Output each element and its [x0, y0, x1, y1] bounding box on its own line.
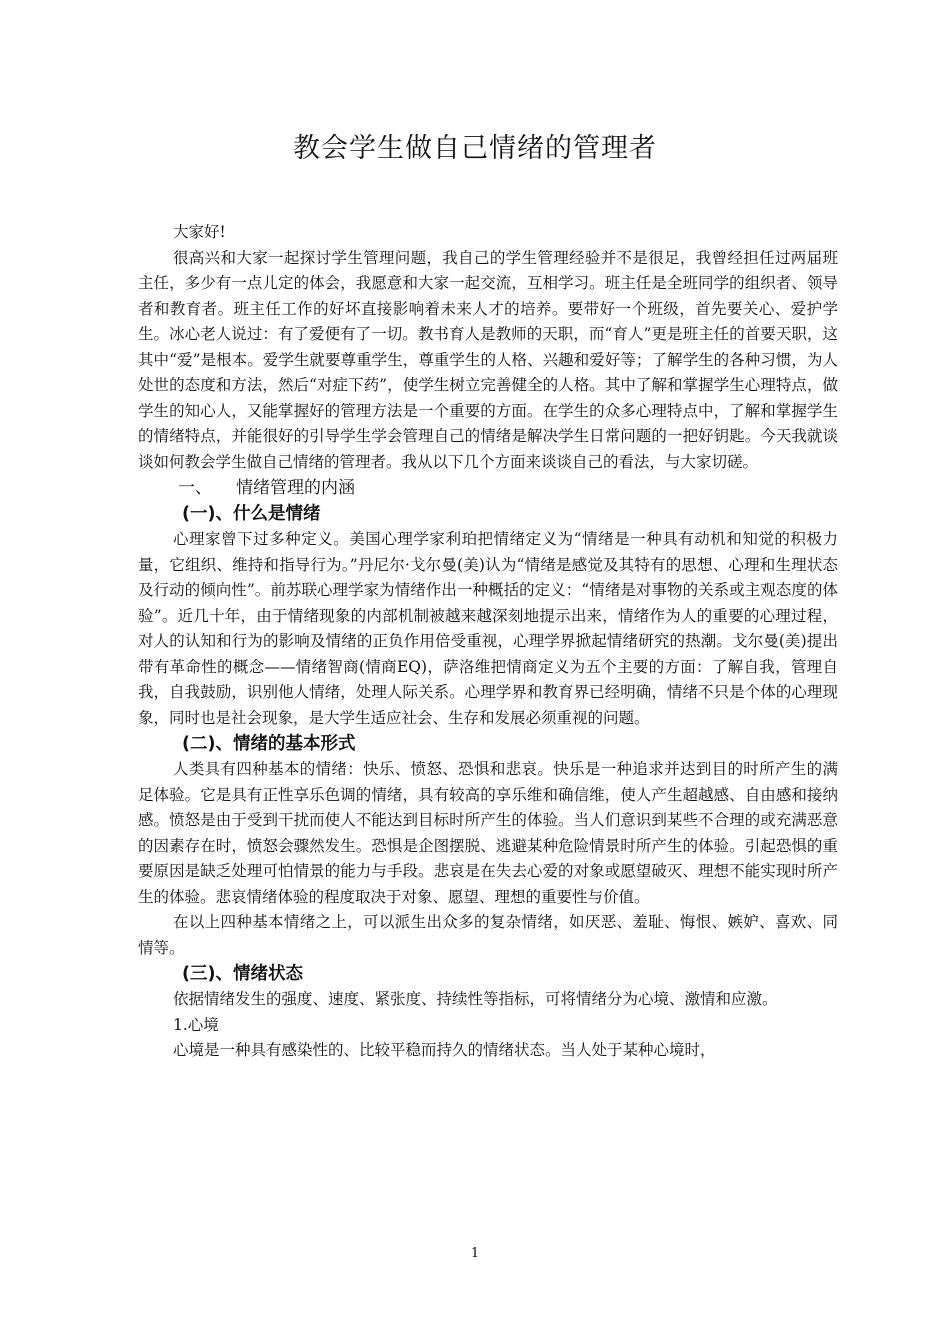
subsection-heading-2: (二)、情绪的基本形式	[182, 734, 356, 754]
subsection-3-item-1: 1.心境	[173, 1015, 219, 1034]
document-body	[138, 220, 838, 1064]
greeting: 大家好!	[173, 223, 226, 241]
subsection-heading-1: (一)、什么是情绪	[182, 504, 321, 524]
subsection-2-paragraph-2: 在以上四种基本情绪之上，可以派生出众多的复杂情绪，如厌恶、羞耻、悔恨、嫉妒、喜欢、同情等。	[138, 913, 838, 957]
intro-paragraph: 很高兴和大家一起探讨学生管理问题，我自己的学生管理经验并不是很足，我曾经担任过两届班主任，多少有一点儿定的体会，我愿意和大家一起交流，互相学习。班主任是全班同学的组织者、领导者和教育者。班主任工作的好坏直接影响着未来人才的培养。要带好一个班级，首先要关心、爱护学生。冰心老人说过：有了爱便有了一切。教书育人是教师的天职，而“育人”更是班主任的首要天职，这其中“爱”是根本。爱学生就要尊重学生，尊重学生的人格、兴趣和爱好等；了解学生的各种习惯，为人处世的态度和方法，然后“对症下药”，使学生树立完善健全的人格。其中了解和掌握学生心理特点，做学生的知心人，又能掌握好的管理方法是一个重要的方面。在学生的众多心理特点中，了解和掌握学生的情绪特点，并能很好的引导学生学会管理自己的情绪是解决学生日常问题的一把好钥匙。今天我就谈谈如何教会学生做自己情绪的管理者。我从以下几个方面来谈谈自己的看法，与大家切磋。	[138, 248, 838, 471]
section-title: 情绪管理的内涵	[236, 478, 355, 498]
section-heading-1	[138, 475, 838, 501]
subsection-2-paragraph-1: 人类具有四种基本的情绪：快乐、愤怒、恐惧和悲哀。快乐是一种追求并达到目的时所产生的满足体验。它是具有正性享乐色调的情绪，具有较高的享乐维和确信维，使人产生超越感、自由感和接纳感。愤怒是由于受到干扰而使人不能达到目标时所产生的体验。当人们意识到某些不合理的或充满恶意的因素存在时，愤怒会骤然发生。恐惧是企图摆脱、逃避某种危险情景时所产生的体验。引起恐惧的重要原因是缺乏处理可怕情景的能力与手段。悲哀是在失去心爱的对象或愿望破灭、理想不能实现时所产生的体验。悲哀情绪体验的程度取决于对象、愿望、理想的重要性与价值。	[138, 760, 838, 906]
section-number: 一、	[178, 478, 212, 498]
subsection-3-paragraph-1: 依据情绪发生的强度、速度、紧张度、持续性等指标，可将情绪分为心境、激情和应激。	[173, 990, 778, 1008]
subsection-3-paragraph-2: 心境是一种具有感染性的、比较平稳而持久的情绪状态。当人处于某种心境时，	[173, 1041, 716, 1059]
document-title: 教会学生做自己情绪的管理者	[293, 133, 657, 164]
page-number: 1	[470, 1246, 480, 1261]
subsection-1-paragraph: 心理家曾下过多种定义。美国心理学家利珀把情绪定义为“情绪是一种具有动机和知觉的积极力量，它组织、维持和指导行为。”丹尼尔·戈尔曼(美)认为“情绪是感觉及其特有的思想、心理和生理状态及行动的倾向性”。前苏联心理学家为情绪作出一种概括的定义：“情绪是对事物的关系或主观态度的体验”。近几十年，由于情绪现象的内部机制被越来越深刻地提示出来，情绪作为人的重要的心理过程，对人的认知和行为的影响及情绪的正负作用倍受重视，心理学界掀起情绪研究的热潮。戈尔曼(美)提出带有革命性的概念——情绪智商(情商EQ)，萨洛维把情商定义为五个主要的方面：了解自我，管理自我，自我鼓励，识别他人情绪，处理人际关系。心理学界和教育界已经明确，情绪不只是个体的心理现象，同时也是社会现象，是大学生适应社会、生存和发展必须重视的问题。	[138, 530, 838, 727]
subsection-heading-3: (三)、情绪状态	[182, 964, 303, 984]
